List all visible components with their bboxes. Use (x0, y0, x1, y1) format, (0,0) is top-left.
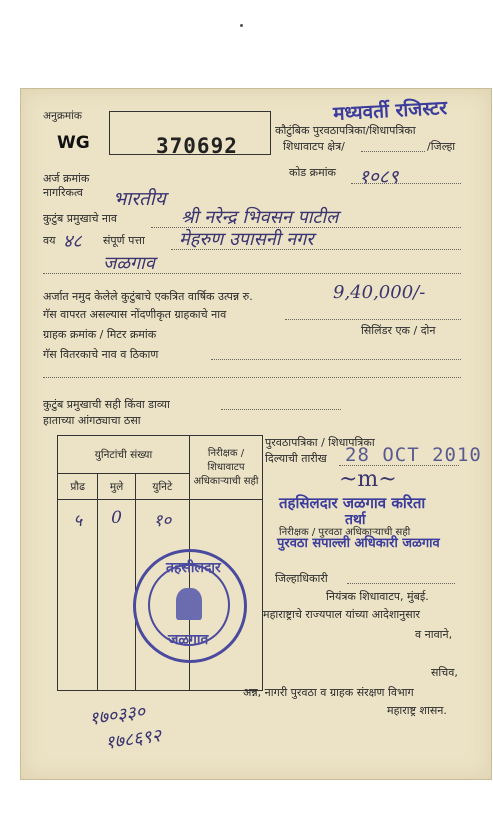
issue-label-2: दिल्याची तारीख (265, 452, 327, 465)
tahsildar-seal (133, 549, 247, 663)
code-line (351, 183, 461, 184)
distributor-line-2 (43, 377, 461, 378)
col-units: युनिटे (135, 474, 189, 500)
signature-label: कुटुंब प्रमुखाची सही किंवा डाव्या (43, 398, 170, 411)
scan-speck (240, 24, 243, 27)
inspector-sign-label: निरीक्षक / पुरवठा अधिकाऱ्याची सही (279, 527, 411, 538)
district-label: /जिल्हा (427, 140, 456, 153)
card-type-label: कौटुंबिक पुरवठापत्रिका/शिधापत्रिका (275, 124, 416, 137)
tahsildar-stamp-line2: तर्था (345, 512, 366, 528)
tahsildar-stamp-line3: पुरवठा सपाल्ली अधिकारी जळगाव (277, 536, 440, 551)
head-name-label: कुटुंब प्रमुखाचे नाव (43, 212, 118, 225)
address-rule-2 (43, 273, 461, 274)
cylinder-label: सिलिंडर एक / दोन (361, 324, 436, 337)
head-name-value: श्री नरेन्द्र भिवसन पाटील (181, 207, 339, 228)
distributor-line (211, 359, 461, 360)
issue-date-line (339, 465, 459, 466)
signature-line (221, 409, 341, 410)
address-line-1: मेहरुण उपासनी नगर (179, 229, 314, 250)
address-label: संपूर्ण पत्ता (103, 234, 145, 247)
card-series: WG (57, 133, 90, 153)
serial-number: 370692 (156, 134, 238, 158)
income-value: 9,40,000/- (333, 282, 426, 303)
address-line-2: जळगाव (103, 253, 155, 274)
gas-consumer-line (285, 319, 461, 320)
serial-label: अनुक्रमांक (43, 110, 82, 122)
officer-signature-scribble: ~m~ (339, 467, 397, 492)
inspector-header-text: निरीक्षक / शिधावाटप (207, 447, 245, 473)
office-area-label: शिधावाटप क्षेत्र/ (283, 140, 345, 153)
in-name-label: व नावाने, (415, 628, 453, 641)
collector-line (347, 583, 455, 584)
governor-order: महाराष्ट्राचे राज्यपाल यांच्या आदेशानुसार (263, 608, 421, 621)
issue-date-stamp: 28 OCT 2010 (345, 444, 482, 466)
child-count: 0 (111, 508, 122, 528)
nationality-value: भारतीय (113, 188, 166, 210)
controller-label: नियंत्रक शिधावाटप, मुंबई. (326, 590, 429, 603)
department-label: अन्न, नागरी पुरवठा व ग्राहक संरक्षण विभाग (243, 686, 414, 699)
code-value: १०८९ (359, 166, 399, 188)
secretary-label: सचिव, (431, 666, 458, 679)
issue-label-1: पुरवठापत्रिका / शिधापत्रिका (265, 436, 375, 449)
handwritten-note-1: १७०३३० (87, 701, 147, 730)
application-no-label: अर्ज क्रमांक (43, 172, 90, 185)
gas-consumer-label: गॅस वापरत असल्यास नोंदणीकृत ग्राहकाचे नाव (43, 308, 227, 321)
handwritten-note-2: १७८६९२ (103, 725, 163, 754)
col-child: मुले (98, 474, 135, 500)
unit-count: १० (153, 511, 172, 531)
collector-label: जिल्हाधिकारी (275, 572, 328, 585)
national-emblem-icon (176, 588, 202, 620)
income-label: अर्जात नमुद केलेले कुटुंबाचे एकत्रित वार्षिक उत्पन्न रु. (43, 290, 253, 303)
tahsildar-stamp-line1: तहसिलदार जळगाव करिता (279, 494, 426, 512)
seal-bottom-text: जळगाव (168, 632, 209, 648)
thumb-label: हाताच्या आंगठ्याचा ठसा (43, 414, 141, 427)
age-label: वय (43, 234, 56, 247)
ration-card (20, 88, 492, 780)
age-value: ४८ (63, 231, 82, 252)
inspector-header (190, 436, 263, 500)
adult-count: ५ (73, 511, 83, 531)
units-header: युनिटांची संख्या (58, 436, 190, 474)
seal-top-text: तहसीलदार (166, 560, 221, 576)
distributor-label: गॅस वितरकाचे नाव व ठिकाण (43, 348, 159, 361)
code-label: कोड क्रमांक (289, 166, 337, 179)
register-stamp: मध्यवर्ती रजिस्टर (332, 97, 448, 125)
officer-sign-header: अधिकाऱ्याची सही (193, 475, 259, 487)
col-adult: प्रौढ (58, 474, 98, 500)
address-rule-1 (171, 249, 461, 250)
consumer-meter-label: ग्राहक क्रमांक / मिटर क्रमांक (43, 328, 157, 341)
office-area-line (361, 151, 425, 152)
government-label: महाराष्ट्र शासन. (387, 704, 447, 717)
nationality-label: नागरिकत्व (43, 186, 83, 199)
